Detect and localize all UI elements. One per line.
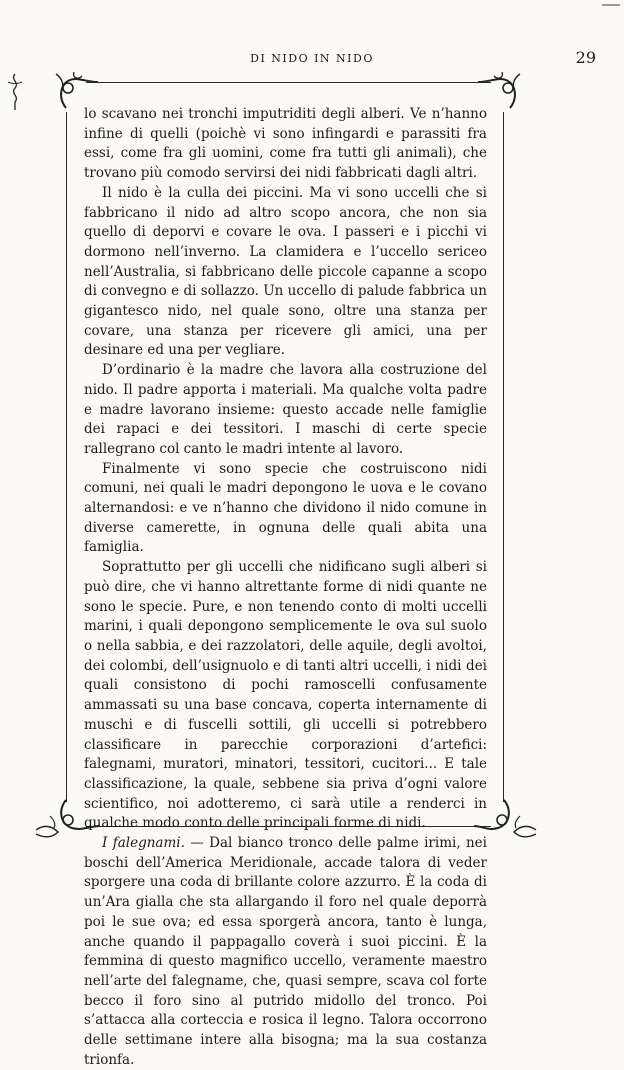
paragraph-1: lo scavano nei tronchi imputriditi degli alberi. Ve n’hanno infine di quelli (poichè vi sono infingardi e parassiti fra essi, come fra gli uomini, come fra tutti gli animali), che trovano più comodo servirsi dei nidi fabbricati dagli altri. <box>84 106 487 182</box>
section-text: — Dal bianco tronco delle palme irimi, nei boschi dell’America Meridionale, accade talora di veder sporgere una coda di brillante colore azzurro. È la coda di un’Ara gialla che sta allargando il foro nel quale deporrà poi le sue ova; ed essa sporgerà ancora, tanto è lunga, anche quando il pappagallo coverà i suoi piccini. È la femmina di questo magnifico uccello, veramente maestro nell’arte del falegname, che, quasi sempre, scava col forte becco il foro sino al putrido midollo del tronco. Poi s’attacca alla corteccia e rosica il legno. Talora occorrono delle settimane intere alla bisogna; ma la sua costanza trionfa. <box>84 835 487 1068</box>
frame-right-rule <box>503 112 504 802</box>
paragraph-3: D’ordinario è la madre che lavora alla costruzione del nido. Il padre apporta i materiali. Ma qualche volta padre e madre lavorano insieme: questo accade nelle famiglie dei rapaci e dei tessitori. I maschi di certe specie rallegrano col canto le madri intente al lavoro. <box>84 362 487 457</box>
page-header <box>0 48 624 72</box>
paragraph-5: Soprattutto per gli uccelli che nidificano sugli alberi si può dire, che vi hanno altrettante forme di nidi quante ne sono le specie. Pure, e non tenendo conto di molti uccelli marini, i quali depongono semplicemente le ova sul suolo o nella sabbia, e dei razzolatori, delle aquile, degli avoltoi, dei colombi, dell’usignuolo e di tanti altri uccelli, i nidi dei quali consistono di pochi ramoscelli confusamente ammassati su una base concava, coperta internamente di muschi e di fuscelli sottili, gli uccelli si potrebbero classificare in parecchie corporazioni d’artefici: falegnami, muratori, minatori, tessitori, cucitori... E tale classificazione, la quale, sebbene sia priva d’ogni valore scientifico, noi adotteremo, ci sarà utile a renderci in qualche modo conto delle principali forme di nidi. <box>84 559 487 832</box>
paragraph-2: Il nido è la culla dei piccini. Ma vi sono uccelli che si fabbricano il nido ad altro scopo ancora, che non sia quello di deporvi e covare le ova. I passeri e i picchi vi dormono nell’inverno. La clamidera e l’uccello sericeo nell’Australia, si fabbricano delle piccole capanne a scopo di convegno e di sollazzo. Un uccello di palude fabbrica un gigantesco nido, nel quale sono, oltre una stanza per covare, una stanza per ricevere gli amici, una per desinare ed una per vegliare. <box>84 184 487 359</box>
page-number: 29 <box>575 48 596 67</box>
paragraph-4: Finalmente vi sono specie che costruiscono nidi comuni, nei quali le madri depongono le uova e le covano alternandosi: e ve n’hanno che dividono il nido comune in diverse camerette, in ognuna delle quali abita una famiglia. <box>84 460 487 556</box>
margin-flourish-icon <box>4 72 26 112</box>
body-text <box>84 105 487 1070</box>
frame-left-rule <box>66 112 67 802</box>
section-heading: I falegnami. <box>102 835 185 852</box>
frame-top-rule <box>86 82 491 83</box>
corner-mark <box>602 4 620 6</box>
running-title: DI NIDO IN NIDO <box>250 52 374 65</box>
paragraph-section-falegnami <box>84 834 487 1070</box>
